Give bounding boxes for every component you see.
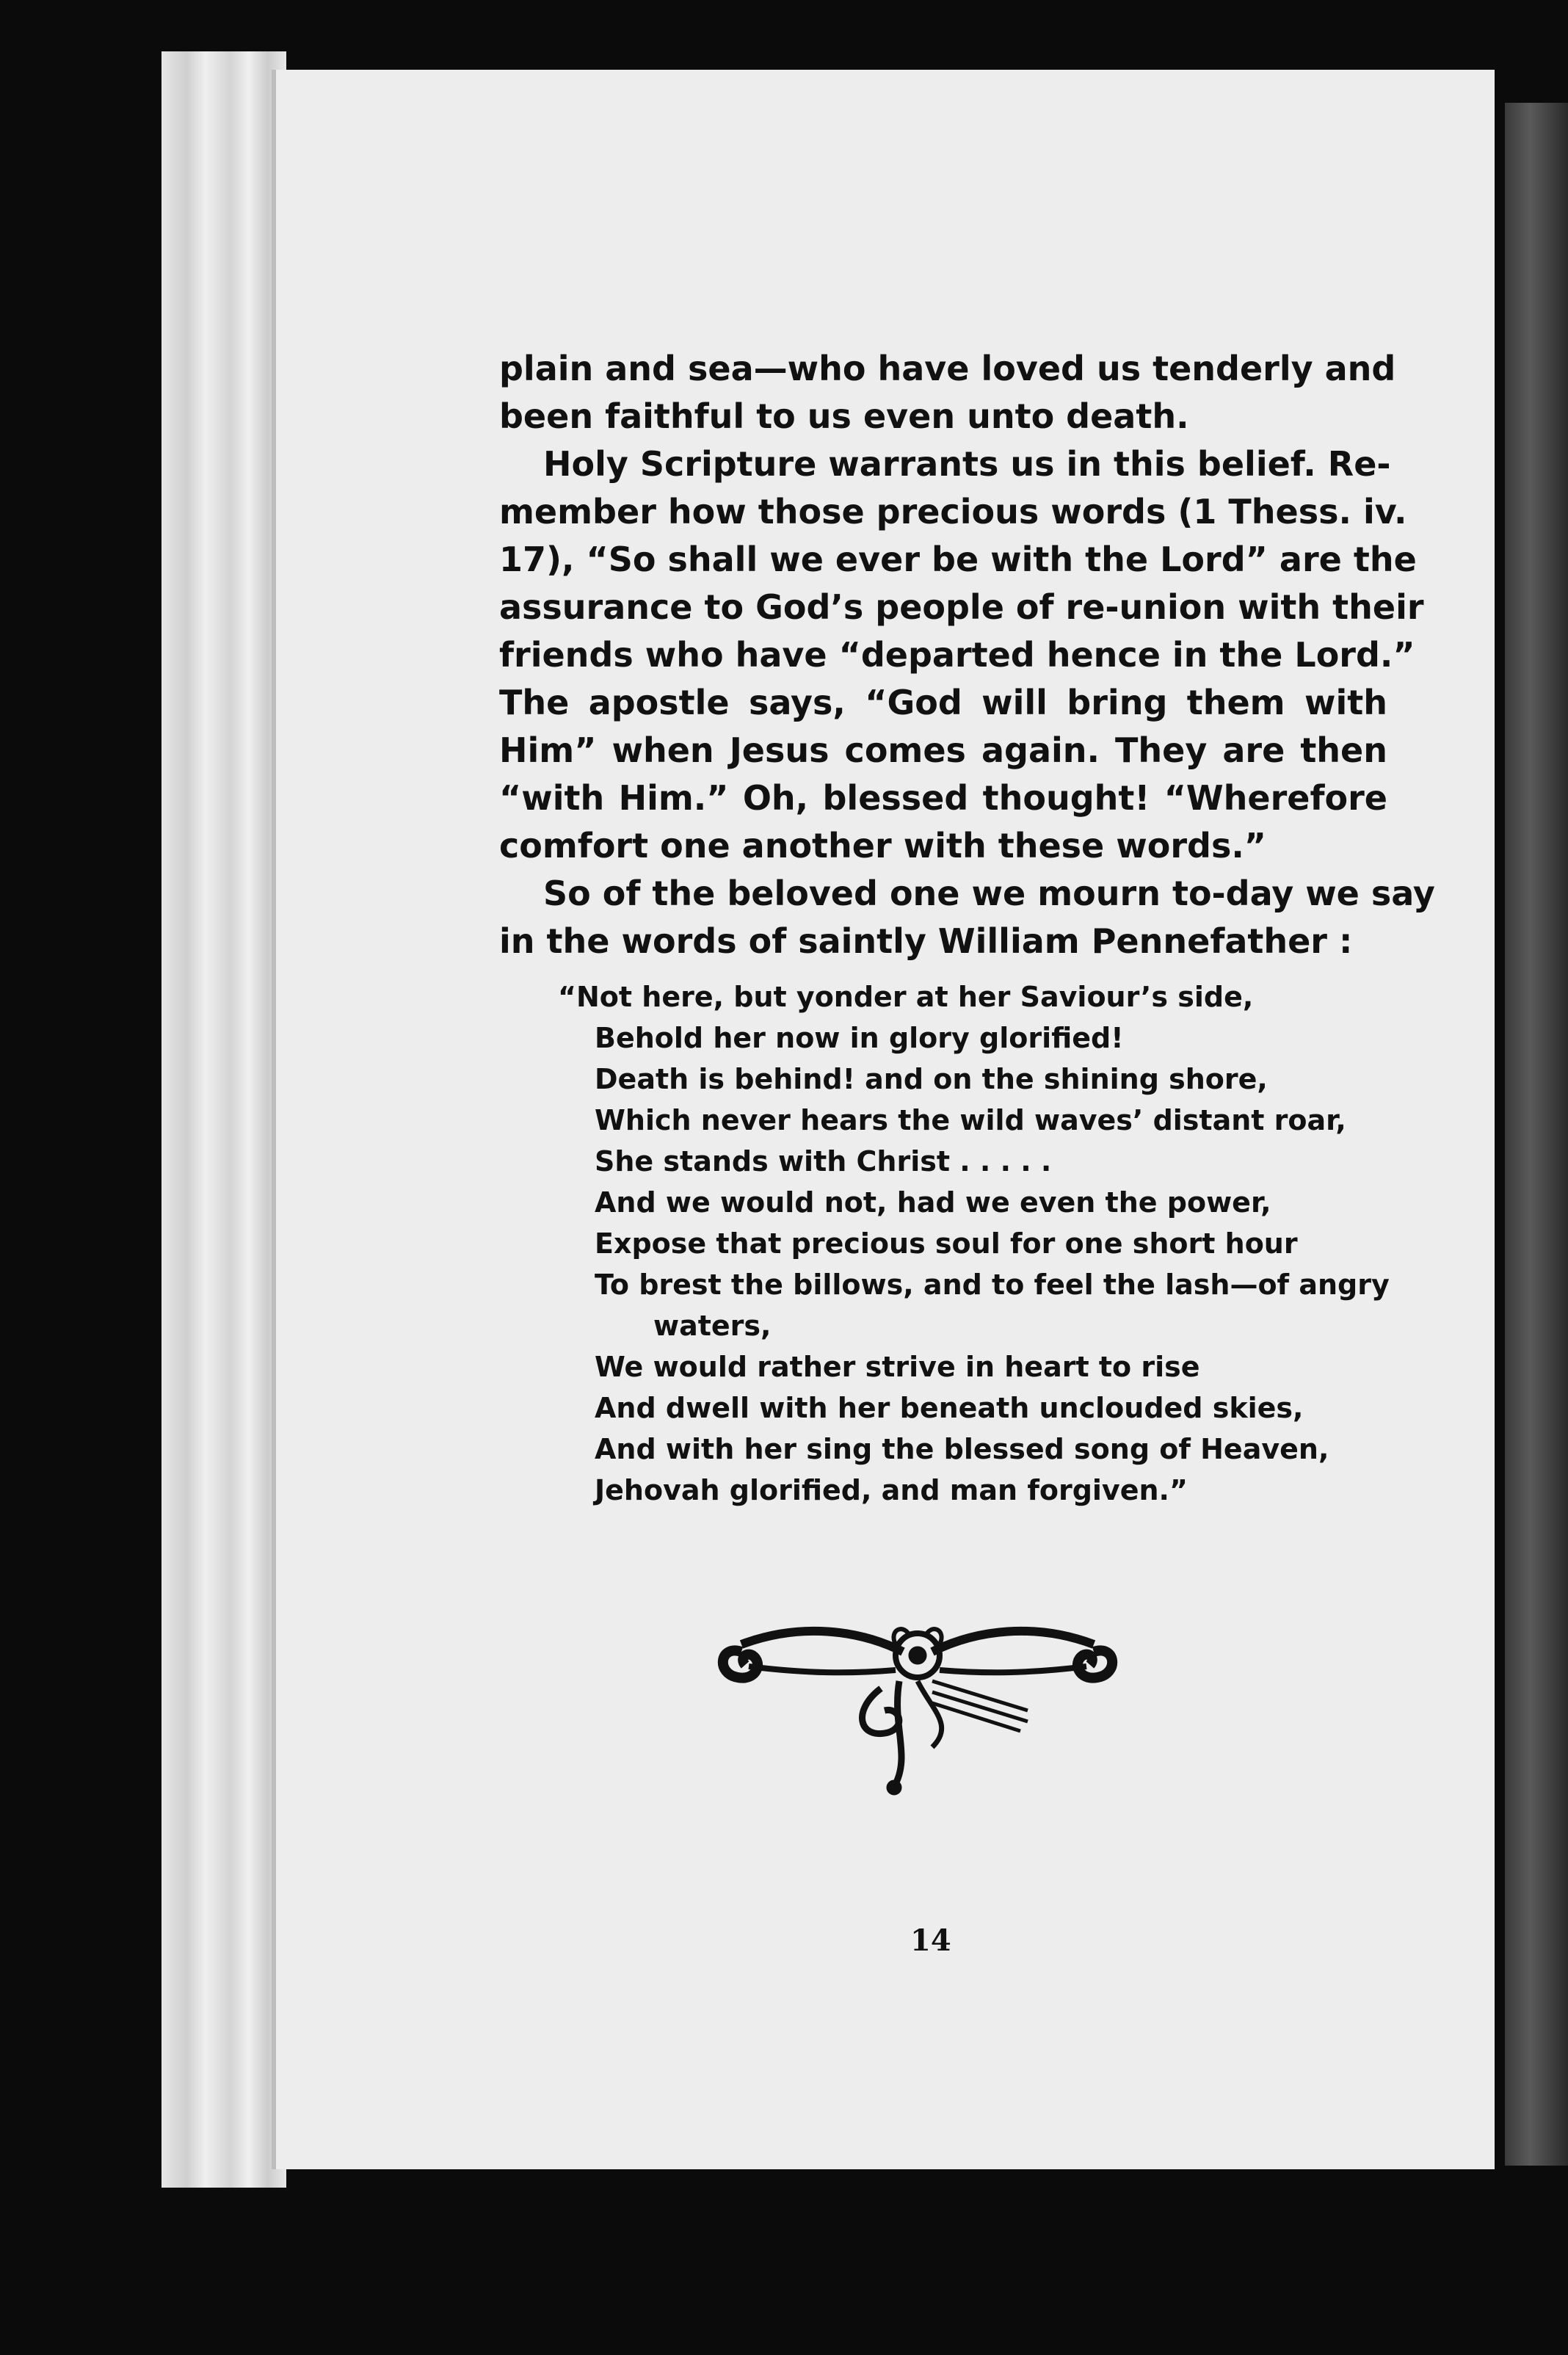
prose-line: Him” when Jesus comes again. They are then — [499, 730, 1387, 770]
prose-line: So of the beloved one we mourn to-day we say — [543, 874, 1435, 913]
prose-line: friends who have “departed hence in the Lord.” — [499, 635, 1415, 675]
floral-scroll-ornament-icon — [712, 1600, 1123, 1806]
prose-line: member how those precious words (1 Thess. iv. — [499, 492, 1407, 531]
prose-line: The apostle says, “God will bring them with — [499, 683, 1387, 722]
poem-line: We would rather strive in heart to rise — [595, 1351, 1200, 1383]
prose-line: assurance to God’s people of re-union with their — [499, 587, 1424, 627]
page-number: 14 — [910, 1923, 951, 1958]
poem-line: Expose that precious soul for one short hour — [595, 1227, 1298, 1260]
poem-line: Jehovah glorified, and man forgiven.” — [595, 1474, 1188, 1506]
prose-line: Holy Scripture warrants us in this belief. Re- — [543, 444, 1391, 484]
page-stack-edge — [161, 51, 286, 2188]
prose-text — [499, 345, 1435, 965]
poem-line: “Not here, but yonder at her Saviour’s side, — [558, 981, 1254, 1013]
binding-shadow — [1505, 103, 1568, 2166]
poem-line: And we would not, had we even the power, — [595, 1186, 1271, 1219]
prose-line: in the words of saintly William Pennefather : — [499, 921, 1353, 961]
prose-line: 17), “So shall we ever be with the Lord” are the — [499, 540, 1417, 579]
prose-line: comfort one another with these words.” — [499, 826, 1267, 866]
prose-line: “with Him.” Oh, blessed thought! “Wherefore — [499, 778, 1387, 818]
poem-line: She stands with Christ . . . . . — [595, 1145, 1052, 1178]
poem-line: Death is behind! and on the shining shore, — [595, 1063, 1268, 1095]
poem-line: And with her sing the blessed song of Heaven, — [595, 1433, 1329, 1465]
prose-line: plain and sea—who have loved us tenderly and — [499, 349, 1396, 388]
poem-quotation — [558, 976, 1390, 1511]
poem-line: Behold her now in glory glorified! — [595, 1022, 1124, 1054]
poem-line: Which never hears the wild waves’ distant roar, — [595, 1104, 1346, 1136]
poem-line: waters, — [653, 1310, 772, 1342]
poem-line: To brest the billows, and to feel the lash—of angry — [595, 1269, 1390, 1301]
prose-line: been faithful to us even unto death. — [499, 396, 1189, 436]
poem-line: And dwell with her beneath unclouded skies, — [595, 1392, 1304, 1424]
